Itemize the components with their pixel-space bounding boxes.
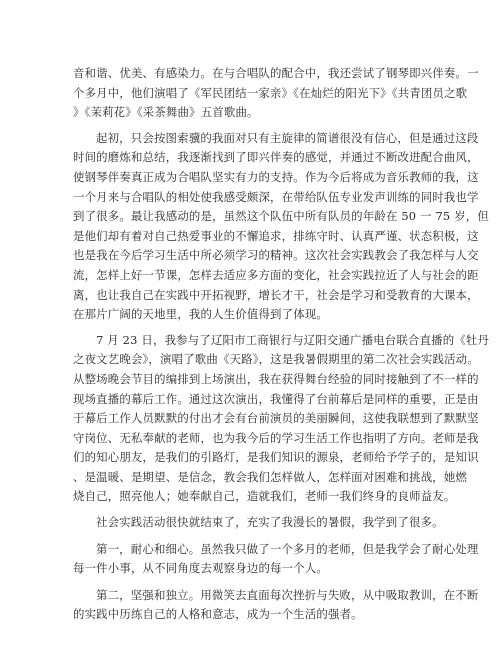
paragraph	[73, 129, 489, 325]
text-line: 流，怎样上好一节课，怎样去适应多方面的变化，社会实践拉近了人与社会的距	[73, 267, 479, 282]
text-line: 一个月来与合唱队的相处使我感受颇深，在带给队伍专业发声训练的同时我也学	[73, 189, 479, 204]
text-line: 》《茉莉花》《采茶舞曲》五首歌曲。	[73, 105, 259, 120]
text-line: 于幕后工作人员默默的付出才会有台前演员的美丽瞬间，这使我联想到了默默坚	[73, 411, 479, 426]
paragraph	[73, 331, 490, 507]
text-line: 起初，只会按图索骥的我面对只有主旋律的简谱很没有信心，但是通过这段	[96, 130, 479, 145]
text-line: 烧自己，照亮他人；她奉献自己，造就我们，老师一我们终身的良师益友。	[73, 489, 456, 504]
text-line: 、是温暖、是期望、是信念，教会我们怎样做人，怎样面对困难和挑战，她燃	[73, 469, 468, 484]
text-line: 之夜文艺晚会》，演唱了歌曲《天路》，这是我暑假期里的第二次社会实践活动。	[73, 352, 479, 367]
document-body	[73, 64, 490, 629]
text-line: 音和谐、优美、有感染力。在与合唱队的配合中，我还尝试了钢琴即兴伴奏。一	[73, 66, 479, 80]
text-line: 7 月 23 日，我参与了辽阳市工商银行与辽阳交通广播电台联合直播的《牡丹	[96, 332, 490, 347]
text-line: 也是我在今后学习生活中所必须学习的精神。这次社会实践教会了我怎样与人交	[73, 248, 479, 263]
text-line: 时间的磨炼和总结，我逐渐找到了即兴伴奏的感觉，并通过不断改进配合曲风，	[73, 150, 479, 165]
text-line: 个多月中，他们演唱了《军民团结一家亲》《在灿烂的阳光下》《共青团员之歌	[73, 85, 468, 100]
text-line: 到了很多。最让我感动的是，虽然这个队伍中所有队员的年龄在 50 一 75 岁，但	[73, 209, 489, 224]
paragraph	[73, 540, 479, 579]
text-line: 的实践中历练自己的人格和意志，成为一个生活的强者。	[73, 607, 363, 622]
text-line: 第二，坚强和独立。用微笑去直面每次挫折与失败，从中吸取教训，在不断	[96, 587, 479, 602]
text-line: 从整场晚会节目的编排到上场演出，我在获得舞台经验的同时接触到了不一样的	[73, 371, 479, 386]
paragraph	[73, 586, 479, 625]
text-line: 离，也让我自己在实践中开拓视野，增长才干，社会是学习和受教育的大课本，	[73, 287, 479, 302]
paragraph	[73, 513, 444, 533]
text-line: 守岗位、无私奉献的老师，也为我今后的学习生活工作也指明了方向。老师是我	[73, 430, 479, 445]
text-line: 现场直播的幕后工作。通过这次演出，我懂得了台前幕后是同样的重要，正是由	[73, 391, 479, 406]
text-line: 们的知心朋友，是我们的引路灯，是我们知识的源泉，老师给予学子的，是知识	[73, 450, 479, 465]
text-line: 每一件小事，从不同角度去观察身边的每一个人。	[73, 561, 328, 576]
text-line: 社会实践活动很快就结束了，充实了我漫长的暑假，我学到了很多。	[96, 515, 444, 530]
text-line: 使钢琴伴奏真正成为合唱队坚实有力的支持。作为今后将成为音乐教师的我，这	[73, 169, 479, 184]
text-line: 第一，耐心和细心。虽然我只做了一个多月的老师，但是我学会了耐心处理	[96, 541, 479, 556]
paragraph	[73, 64, 479, 123]
text-line: 是他们却有着对自己热爱事业的不懈追求，排练守时、认真严谨、状态积极，这	[73, 228, 479, 243]
text-line: 在那片广阔的天地里，我的人生价值得到了体现。	[73, 307, 328, 322]
